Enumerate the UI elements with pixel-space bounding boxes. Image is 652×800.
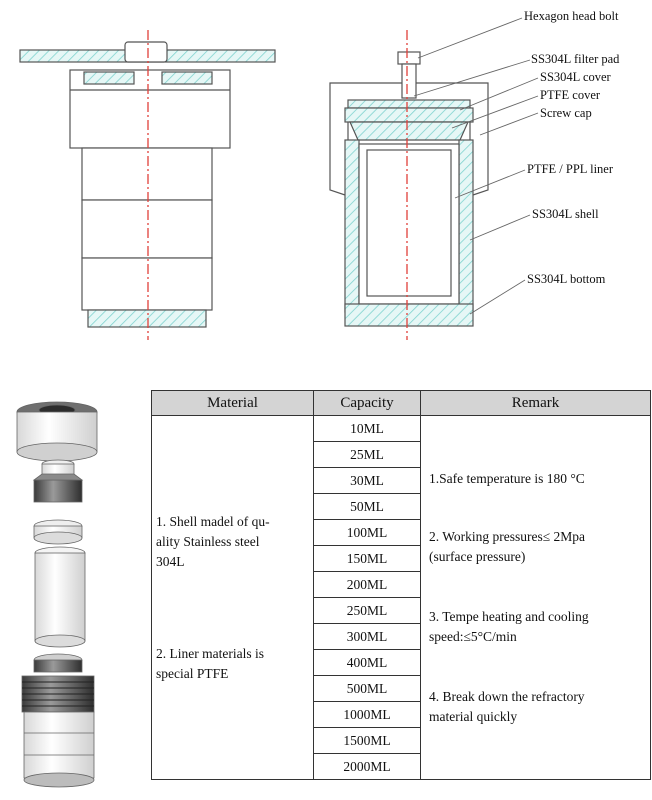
specification-table bbox=[151, 390, 651, 780]
callout-ptfe-cover: PTFE cover bbox=[540, 88, 601, 102]
capacity-cell: 250ML bbox=[314, 598, 421, 624]
material-spacer bbox=[156, 572, 311, 644]
capacity-cell: 100ML bbox=[314, 520, 421, 546]
remark-line: 2. Working pressures≤ 2Mpa bbox=[429, 528, 586, 544]
remark-line: speed:≤5°C/min bbox=[429, 628, 517, 644]
callout-filter-pad: SS304L filter pad bbox=[531, 52, 620, 66]
callout-screw-cap: Screw cap bbox=[540, 106, 592, 120]
material-line: 304L bbox=[156, 553, 185, 569]
capacity-cell: 1500ML bbox=[314, 728, 421, 754]
header-material: Material bbox=[152, 391, 314, 416]
remark-line: 4. Break down the refractory bbox=[429, 688, 585, 704]
external-view-drawing bbox=[20, 30, 275, 340]
material-line: ality Stainless steel bbox=[156, 533, 260, 549]
header-capacity: Capacity bbox=[314, 391, 421, 416]
remark-line: material quickly bbox=[429, 708, 518, 724]
remark-line: 1.Safe temperature is 180 °C bbox=[429, 470, 585, 486]
material-cell bbox=[152, 416, 314, 780]
remark-spacer bbox=[429, 567, 646, 607]
capacity-cell: 30ML bbox=[314, 468, 421, 494]
callout-liner: PTFE / PPL liner bbox=[527, 162, 614, 176]
capacity-cell: 10ML bbox=[314, 416, 421, 442]
material-line: 2. Liner materials is bbox=[156, 645, 264, 661]
table-row bbox=[152, 416, 651, 442]
capacity-cell: 1000ML bbox=[314, 702, 421, 728]
callout-ss-cover: SS304L cover bbox=[540, 70, 611, 84]
remark-spacer bbox=[429, 647, 646, 687]
header-remark: Remark bbox=[421, 391, 651, 416]
exploded-parts-illustration bbox=[17, 402, 97, 787]
capacity-cell: 500ML bbox=[314, 676, 421, 702]
capacity-cell: 50ML bbox=[314, 494, 421, 520]
material-line: special PTFE bbox=[156, 665, 229, 681]
remark-line: 3. Tempe heating and cooling bbox=[429, 608, 589, 624]
capacity-cell: 2000ML bbox=[314, 754, 421, 780]
callout-hexagon-head-bolt: Hexagon head bolt bbox=[524, 9, 619, 23]
remark-cell bbox=[421, 416, 651, 780]
callout-shell: SS304L shell bbox=[532, 207, 599, 221]
table-header-row bbox=[152, 391, 651, 416]
remark-line: (surface pressure) bbox=[429, 548, 526, 564]
cross-section-drawing bbox=[330, 30, 488, 340]
capacity-cell: 25ML bbox=[314, 442, 421, 468]
capacity-cell: 150ML bbox=[314, 546, 421, 572]
material-line: 1. Shell madel of qu- bbox=[156, 513, 270, 529]
capacity-cell: 300ML bbox=[314, 624, 421, 650]
capacity-cell: 400ML bbox=[314, 650, 421, 676]
capacity-cell: 200ML bbox=[314, 572, 421, 598]
callout-labels bbox=[524, 9, 620, 286]
callout-bottom: SS304L bottom bbox=[527, 272, 606, 286]
remark-spacer bbox=[429, 489, 646, 527]
